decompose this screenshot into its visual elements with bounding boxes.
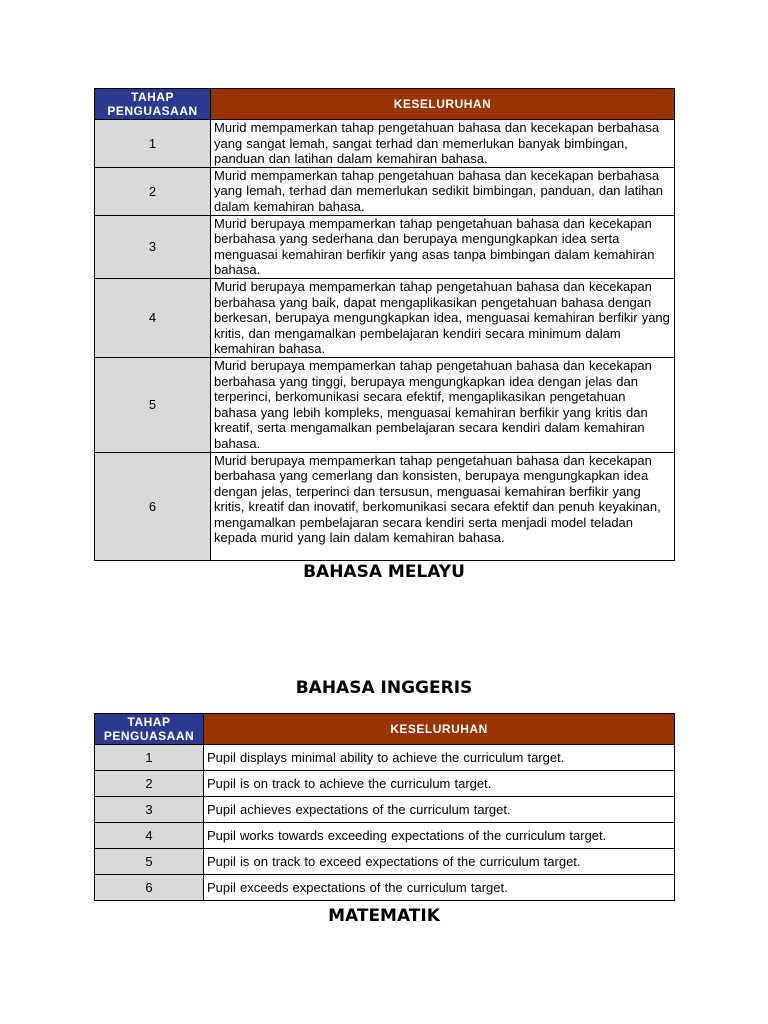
description-cell: Pupil exceeds expectations of the curriculum target. (204, 875, 675, 901)
table-header-row (95, 89, 675, 120)
level-cell: 4 (95, 278, 211, 357)
level-cell: 4 (95, 823, 204, 849)
description-cell: Pupil is on track to achieve the curriculum target. (204, 771, 675, 797)
level-cell: 6 (95, 875, 204, 901)
level-cell: 6 (95, 452, 211, 560)
description-cell: Murid mempamerkan tahap pengetahuan bahasa dan kecekapan berbahasa yang lemah, terhad dan memerlukan sedikit bimbingan, panduan, dan latihan dalam kemahiran bahasa. (211, 167, 675, 215)
table-row (95, 745, 675, 771)
section-title-matematik: MATEMATIK (328, 906, 440, 926)
description-cell: Murid berupaya mempamerkan tahap pengetahuan bahasa dan kecekapan berbahasa yang baik, dapat mengaplikasikan pengetahuan bahasa dengan berkesan, berupaya mengungkapkan idea, menguasai kemahiran berfikir yang kritis, dan mengamalkan pembelajaran kendiri secara minimum dalam kemahiran bahasa. (211, 278, 675, 357)
table-row (95, 167, 675, 215)
header-overall: KESELURUHAN (204, 714, 675, 745)
section-title-bahasa-inggeris: BAHASA INGGERIS (295, 678, 473, 698)
bahasa-melayu-table (94, 88, 675, 561)
level-cell: 1 (95, 745, 204, 771)
level-cell: 1 (95, 120, 211, 168)
header-level: TAHAP PENGUASAAN (95, 714, 204, 745)
table-row (95, 357, 675, 452)
description-cell: Murid berupaya mempamerkan tahap pengetahuan bahasa dan kecekapan berbahasa yang tinggi, berupaya mengungkapkan idea dengan jelas dan terperinci, berkomunikasi secara efektif, mengaplikasikan pengetahuan bahasa yang lebih kompleks, menguasai kemahiran berfikir yang kritis dan kreatif, serta mengamalkan pembelajaran secara kendiri dalam kemahiran bahasa. (211, 357, 675, 452)
level-cell: 3 (95, 215, 211, 278)
table-header-row (95, 714, 675, 745)
header-level: TAHAP PENGUASAAN (95, 89, 211, 120)
table-row (95, 278, 675, 357)
description-cell: Murid berupaya mempamerkan tahap pengetahuan bahasa dan kecekapan berbahasa yang sederhana dan berupaya mengungkapkan idea serta menguasai kemahiran berfikir yang asas tanpa bimbingan dalam kemahiran bahasa. (211, 215, 675, 278)
level-cell: 2 (95, 167, 211, 215)
table-row (95, 823, 675, 849)
header-overall: KESELURUHAN (211, 89, 675, 120)
table-row (95, 875, 675, 901)
level-cell: 5 (95, 357, 211, 452)
table-row (95, 215, 675, 278)
description-cell: Pupil displays minimal ability to achieve the curriculum target. (204, 745, 675, 771)
table-row (95, 771, 675, 797)
table-row (95, 452, 675, 560)
table-row (95, 849, 675, 875)
description-cell: Pupil is on track to exceed expectations of the curriculum target. (204, 849, 675, 875)
description-cell: Pupil works towards exceeding expectations of the curriculum target. (204, 823, 675, 849)
section-title-bahasa-melayu: BAHASA MELAYU (303, 562, 465, 582)
description-cell: Murid berupaya mempamerkan tahap pengetahuan bahasa dan kecekapan berbahasa yang cemerlang dan konsisten, berupaya mengungkapkan idea dengan jelas, terperinci dan tersusun, menguasai kemahiran berfikir yang kritis, kreatif dan inovatif, berkomunikasi secara efektif dan penuh keyakinan, mengamalkan pembelajaran secara kendiri serta menjadi model teladan kepada murid yang lain dalam kemahiran bahasa. (211, 452, 675, 560)
level-cell: 2 (95, 771, 204, 797)
bahasa-inggeris-table (94, 713, 675, 901)
description-cell: Pupil achieves expectations of the curriculum target. (204, 797, 675, 823)
table-row (95, 797, 675, 823)
level-cell: 5 (95, 849, 204, 875)
description-cell: Murid mempamerkan tahap pengetahuan bahasa dan kecekapan berbahasa yang sangat lemah, sangat terhad dan memerlukan banyak bimbingan, panduan dan latihan dalam kemahiran bahasa. (211, 120, 675, 168)
table-row (95, 120, 675, 168)
level-cell: 3 (95, 797, 204, 823)
